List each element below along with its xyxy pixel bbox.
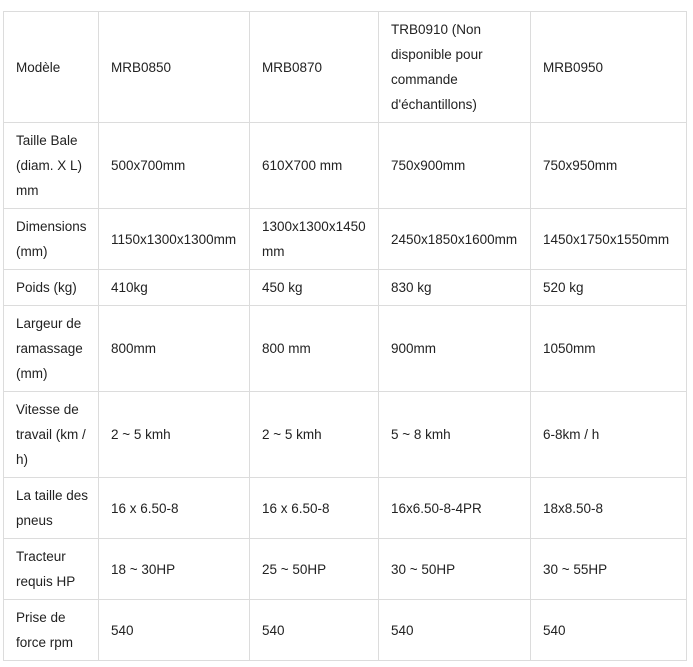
cell-mrb0870: 2 ~ 5 kmh <box>250 392 379 478</box>
cell-mrb0950: 1450x1750x1550mm <box>531 209 687 270</box>
row-label: La taille des pneus <box>4 478 99 539</box>
row-label: Modèle <box>4 12 99 123</box>
cell-mrb0850: 540 <box>99 600 250 661</box>
cell-mrb0950: 30 ~ 55HP <box>531 539 687 600</box>
cell-trb0910: TRB0910 (Non disponible pour commande d'échantillons) <box>379 12 531 123</box>
table-row-tractor-hp <box>4 539 687 600</box>
cell-mrb0870: MRB0870 <box>250 12 379 123</box>
cell-mrb0850: 1150x1300x1300mm <box>99 209 250 270</box>
cell-mrb0850: 18 ~ 30HP <box>99 539 250 600</box>
cell-mrb0850: 410kg <box>99 270 250 306</box>
cell-mrb0950: 6-8km / h <box>531 392 687 478</box>
table-row-model <box>4 12 687 123</box>
row-label: Prise de force rpm <box>4 600 99 661</box>
cell-trb0910: 830 kg <box>379 270 531 306</box>
cell-mrb0850: 800mm <box>99 306 250 392</box>
cell-mrb0850: MRB0850 <box>99 12 250 123</box>
cell-trb0910: 900mm <box>379 306 531 392</box>
cell-mrb0870: 25 ~ 50HP <box>250 539 379 600</box>
row-label: Taille Bale (diam. X L) mm <box>4 123 99 209</box>
row-label: Tracteur requis HP <box>4 539 99 600</box>
cell-trb0910: 750x900mm <box>379 123 531 209</box>
cell-mrb0870: 610X700 mm <box>250 123 379 209</box>
specifications-table <box>3 11 687 661</box>
row-label: Vitesse de travail (km / h) <box>4 392 99 478</box>
cell-mrb0950: MRB0950 <box>531 12 687 123</box>
cell-trb0910: 16x6.50-8-4PR <box>379 478 531 539</box>
cell-mrb0850: 2 ~ 5 kmh <box>99 392 250 478</box>
table-row-tire-size <box>4 478 687 539</box>
cell-mrb0950: 750x950mm <box>531 123 687 209</box>
table-row-weight <box>4 270 687 306</box>
cell-trb0910: 5 ~ 8 kmh <box>379 392 531 478</box>
cell-mrb0870: 450 kg <box>250 270 379 306</box>
table-row-pto-rpm <box>4 600 687 661</box>
row-label: Largeur de ramassage (mm) <box>4 306 99 392</box>
cell-mrb0950: 520 kg <box>531 270 687 306</box>
cell-mrb0870: 540 <box>250 600 379 661</box>
cell-mrb0950: 540 <box>531 600 687 661</box>
cell-trb0910: 2450x1850x1600mm <box>379 209 531 270</box>
cell-mrb0870: 16 x 6.50-8 <box>250 478 379 539</box>
cell-mrb0870: 1300x1300x1450 mm <box>250 209 379 270</box>
table-row-bale-size <box>4 123 687 209</box>
table-row-working-speed <box>4 392 687 478</box>
cell-trb0910: 540 <box>379 600 531 661</box>
table-row-pickup-width <box>4 306 687 392</box>
table-row-dimensions <box>4 209 687 270</box>
cell-mrb0850: 500x700mm <box>99 123 250 209</box>
cell-mrb0850: 16 x 6.50-8 <box>99 478 250 539</box>
cell-mrb0870: 800 mm <box>250 306 379 392</box>
row-label: Poids (kg) <box>4 270 99 306</box>
cell-trb0910: 30 ~ 50HP <box>379 539 531 600</box>
row-label: Dimensions (mm) <box>4 209 99 270</box>
cell-mrb0950: 18x8.50-8 <box>531 478 687 539</box>
cell-mrb0950: 1050mm <box>531 306 687 392</box>
